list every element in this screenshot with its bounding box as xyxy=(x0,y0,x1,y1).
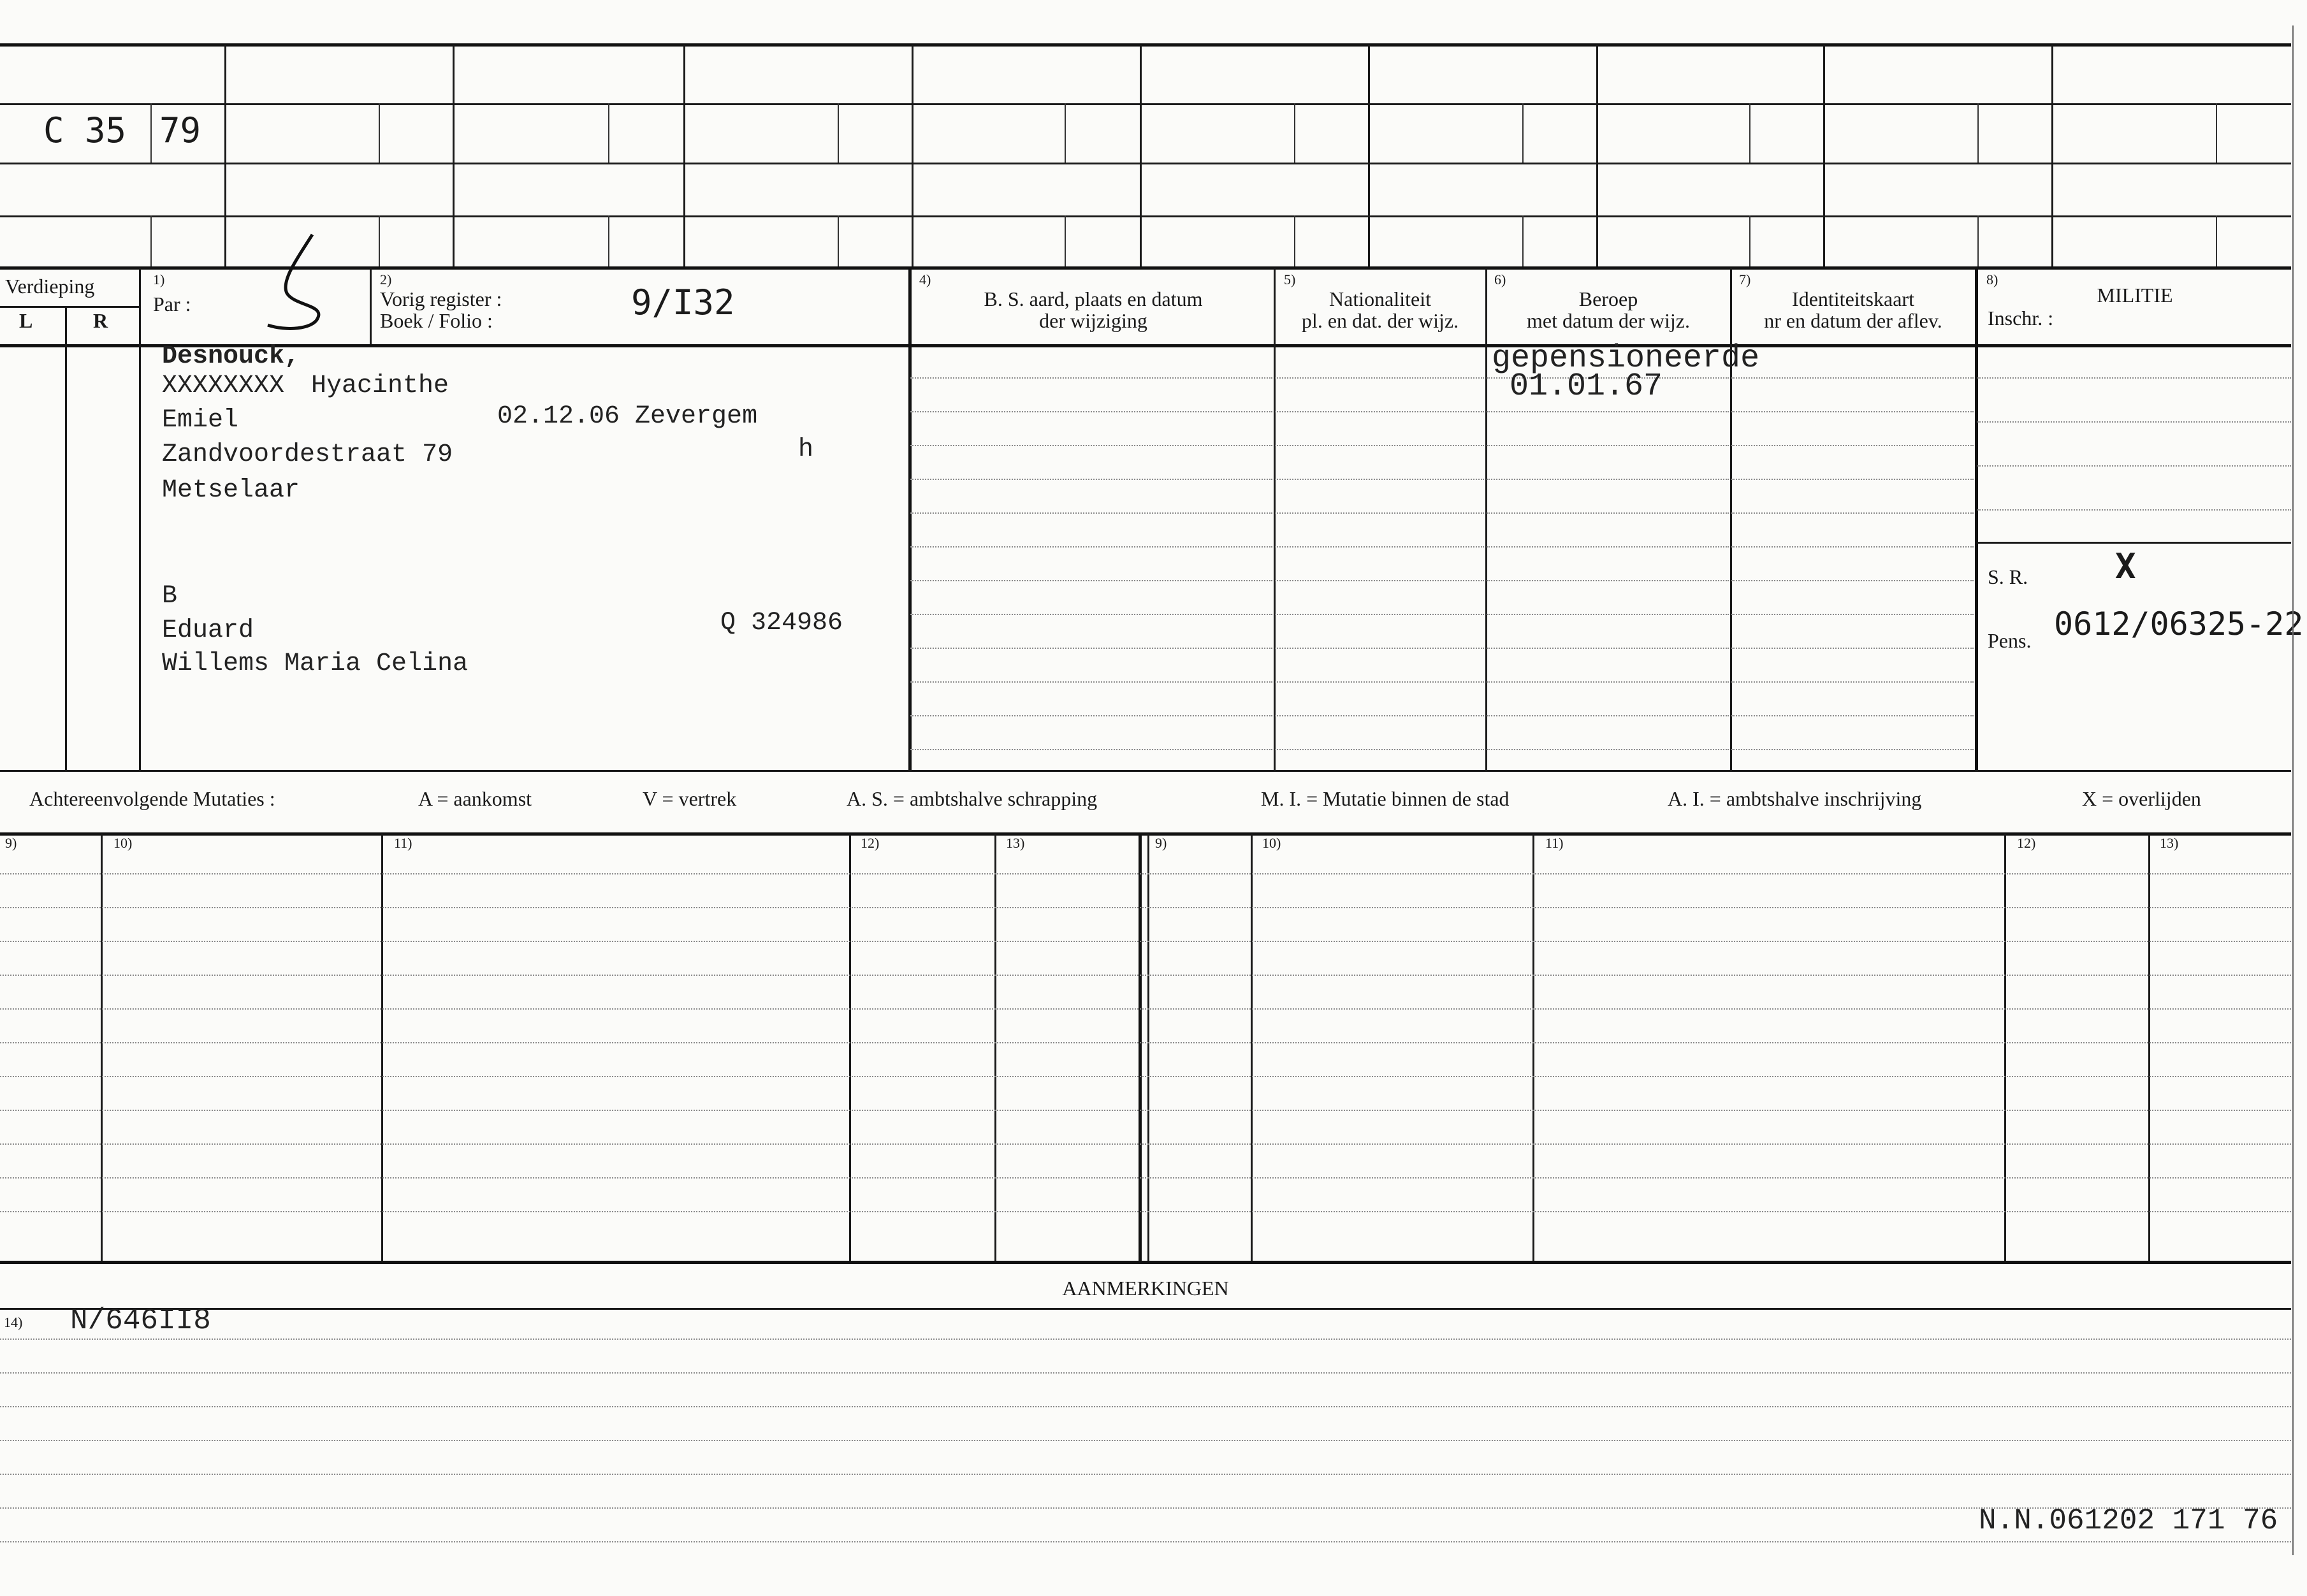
rule-line xyxy=(0,1541,2291,1542)
col-divider xyxy=(370,268,372,344)
rule-line xyxy=(0,1338,2291,1340)
house-number-divider xyxy=(150,108,152,158)
rule-line xyxy=(0,1211,2291,1212)
legend-as: A. S. = ambtshalve schrapping xyxy=(847,787,1098,810)
col7-line1: Identiteitskaart xyxy=(1792,287,1914,310)
mut-col-divider xyxy=(2004,834,2006,1261)
mut-col-divider xyxy=(101,834,103,1261)
col5-number: 5) xyxy=(1284,272,1296,287)
aanmerkingen-number: 14) xyxy=(4,1314,23,1330)
rule-line xyxy=(1275,749,1484,750)
grid-line xyxy=(0,103,2291,105)
rule-line xyxy=(1275,377,1484,379)
rule-line xyxy=(910,749,1272,750)
grid-vline-short xyxy=(1065,215,1066,266)
legend-ai: A. I. = ambtshalve inschrijving xyxy=(1668,787,1922,810)
house-number: 79 xyxy=(159,110,201,150)
legend-a: A = aankomst xyxy=(418,787,532,810)
militie-title: MILITIE xyxy=(2097,284,2173,307)
grid-vline xyxy=(1140,45,1142,266)
rule-line xyxy=(910,681,1272,683)
grid-vline xyxy=(2051,45,2053,266)
grid-vline-short xyxy=(1065,103,1066,163)
grid-vline-short xyxy=(1522,103,1524,163)
rule-line xyxy=(1731,715,1974,716)
col5-line1: Nationaliteit xyxy=(1329,287,1431,310)
first-names: Hyacinthe xyxy=(311,372,449,400)
rule-line xyxy=(910,512,1272,514)
father-name: Eduard xyxy=(162,616,254,645)
grid-vline-short xyxy=(608,215,609,266)
rule-line xyxy=(910,411,1272,412)
col-divider xyxy=(139,268,141,770)
rule-line xyxy=(1731,546,1974,548)
col2-line1: Vorig register : xyxy=(380,287,502,310)
grid-vline-short xyxy=(1294,215,1295,266)
mut-col-label: 10) xyxy=(1262,835,1281,851)
mut-col-divider xyxy=(994,834,996,1261)
verdieping-l: L xyxy=(19,309,33,332)
rule-line xyxy=(1731,749,1974,750)
header-bottom-border xyxy=(0,344,2291,347)
rule-line xyxy=(1275,512,1484,514)
sr-value: X xyxy=(2115,546,2136,586)
birth-date-place: 02.12.06 Zevergem xyxy=(497,402,758,431)
block-number: C 35 xyxy=(43,110,127,150)
mutaties-bottom-border xyxy=(0,1261,2291,1264)
mut-col-divider xyxy=(381,834,383,1261)
aanmerkingen-value: N/646II8 xyxy=(70,1304,211,1337)
col4-line1: B. S. aard, plaats en datum xyxy=(984,287,1203,310)
col-divider xyxy=(908,268,912,770)
rule-line xyxy=(0,1406,2291,1407)
rule-line xyxy=(0,1507,2291,1509)
col1-number: 1) xyxy=(153,272,165,287)
rule-line xyxy=(0,975,2291,976)
col-divider xyxy=(1274,268,1276,770)
mut-col-divider xyxy=(1532,834,1534,1261)
verdieping-label: Verdieping xyxy=(5,275,95,298)
mutaties-title: Achtereenvolgende Mutaties : xyxy=(29,787,275,810)
rule-line xyxy=(1487,715,1729,716)
col4-number: 4) xyxy=(919,272,931,287)
grid-vline-short xyxy=(150,215,152,266)
rule-line xyxy=(910,479,1272,480)
grid-vline-short xyxy=(379,103,380,163)
rule-line xyxy=(1487,546,1729,548)
col-divider xyxy=(1975,268,1978,770)
grid-vline-short xyxy=(1522,215,1524,266)
col7-line2: nr en datum der aflev. xyxy=(1764,309,1942,332)
rule-line xyxy=(1487,411,1729,412)
middle-name: Emiel xyxy=(162,406,239,435)
rule-line xyxy=(1731,411,1974,412)
mut-col-label: 12) xyxy=(861,835,880,851)
code-b: B xyxy=(162,582,178,611)
rule-line xyxy=(910,648,1272,649)
rule-line xyxy=(1977,465,2291,467)
grid-vline-short xyxy=(2216,215,2217,266)
rule-line xyxy=(1977,509,2291,511)
col5-line2: pl. en dat. der wijz. xyxy=(1301,309,1459,332)
grid-line xyxy=(0,163,2291,164)
address: Zandvoordestraat 79 xyxy=(162,440,453,469)
mut-col-label: 11) xyxy=(1545,835,1564,851)
mut-col-label: 13) xyxy=(1006,835,1025,851)
mut-col-label: 11) xyxy=(394,835,412,851)
beroep-value: gepensioneerde xyxy=(1492,340,1760,377)
rule-line xyxy=(910,377,1272,379)
rule-line xyxy=(1275,614,1484,615)
rule-line xyxy=(1731,479,1974,480)
rule-line xyxy=(1731,512,1974,514)
rule-line xyxy=(1731,614,1974,615)
aanmerkingen-line xyxy=(0,1308,2291,1310)
mut-col-label: 9) xyxy=(5,835,17,851)
legend-v: V = vertrek xyxy=(643,787,737,810)
grid-vline-short xyxy=(1294,103,1295,163)
col1-label: Par : xyxy=(153,293,191,316)
mark-h: h xyxy=(798,435,814,464)
card-edge xyxy=(2292,25,2294,1555)
rule-line xyxy=(910,546,1272,548)
rule-line xyxy=(1487,512,1729,514)
surname: Desnouck, xyxy=(162,342,300,371)
rule-line xyxy=(0,1042,2291,1043)
col-divider xyxy=(1485,268,1487,770)
rule-line xyxy=(0,941,2291,942)
rule-line xyxy=(0,873,2291,874)
grid-vline xyxy=(912,45,913,266)
grid-vline xyxy=(453,45,455,266)
rule-line xyxy=(1731,580,1974,581)
militie-line xyxy=(1977,542,2291,544)
mut-col-label: 9) xyxy=(1155,835,1167,851)
rule-line xyxy=(1487,681,1729,683)
rule-line xyxy=(1275,479,1484,480)
mut-col-label: 10) xyxy=(113,835,133,851)
col2-number: 2) xyxy=(380,272,392,287)
col6-number: 6) xyxy=(1494,272,1506,287)
rule-line xyxy=(1487,648,1729,649)
top-border xyxy=(0,43,2291,47)
rule-line xyxy=(0,1076,2291,1077)
col6-line2: met datum der wijz. xyxy=(1527,309,1690,332)
rule-line xyxy=(1275,648,1484,649)
rule-line xyxy=(910,715,1272,716)
grid-vline xyxy=(1368,45,1370,266)
rule-line xyxy=(1977,421,2291,423)
grid-vline-short xyxy=(1977,215,1979,266)
rule-line xyxy=(1731,681,1974,683)
mother-name: Willems Maria Celina xyxy=(162,649,469,678)
mut-col-divider xyxy=(1251,834,1253,1261)
legend-x: X = overlijden xyxy=(2082,787,2201,810)
col8-number: 8) xyxy=(1986,272,1998,287)
col6-line1: Beroep xyxy=(1578,287,1638,310)
verdieping-divider xyxy=(0,306,139,308)
rule-line xyxy=(1275,681,1484,683)
rule-line xyxy=(0,1110,2291,1111)
legend-mi: M. I. = Mutatie binnen de stad xyxy=(1261,787,1510,810)
mut-col-label: 13) xyxy=(2160,835,2179,851)
grid-vline xyxy=(683,45,685,266)
rule-line xyxy=(910,445,1272,446)
verdieping-r: R xyxy=(93,309,108,332)
grid-vline xyxy=(1596,45,1598,266)
id-code: Q 324986 xyxy=(720,609,843,637)
handwritten-mark-icon xyxy=(255,229,351,338)
person-bottom-border xyxy=(0,770,2291,772)
grid-vline-short xyxy=(379,215,380,266)
rule-line xyxy=(1977,377,2291,379)
grid-vline-short xyxy=(838,103,839,163)
sr-label: S. R. xyxy=(1988,565,2028,588)
col4-line2: der wijziging xyxy=(1039,309,1147,332)
col7-number: 7) xyxy=(1739,272,1751,287)
mutaties-top-border xyxy=(0,832,2291,836)
grid-vline-short xyxy=(1749,103,1750,163)
rule-line xyxy=(0,907,2291,908)
rule-line xyxy=(1487,445,1729,446)
col2-line2: Boek / Folio : xyxy=(380,309,493,332)
rule-line xyxy=(0,1177,2291,1179)
grid-vline-short xyxy=(838,215,839,266)
grid-vline-short xyxy=(608,103,609,163)
rule-line xyxy=(0,1474,2291,1475)
aanmerkingen-title: AANMERKINGEN xyxy=(1062,1277,1229,1300)
pens-value: 0612/06325-22 xyxy=(2054,606,2304,642)
grid-vline xyxy=(1823,45,1825,266)
rule-line xyxy=(1275,411,1484,412)
rule-line xyxy=(1487,749,1729,750)
occupation: Metselaar xyxy=(162,476,300,505)
mut-col-divider xyxy=(1147,834,1149,1261)
militie-inschr: Inschr. : xyxy=(1988,307,2054,330)
lr-divider xyxy=(65,306,67,770)
rule-line xyxy=(1731,445,1974,446)
grid-vline-short xyxy=(1749,215,1750,266)
grid-vline-short xyxy=(1977,103,1979,163)
grid-vline-short xyxy=(2216,103,2217,163)
rule-line xyxy=(1275,580,1484,581)
beroep-date: 01.01.67 xyxy=(1510,368,1663,405)
rule-line xyxy=(1275,715,1484,716)
rule-line xyxy=(1731,377,1974,379)
mut-col-label: 12) xyxy=(2017,835,2036,851)
national-number: N.N.061202 171 76 xyxy=(1979,1504,2278,1537)
rule-line xyxy=(0,1143,2291,1145)
rule-line xyxy=(1731,648,1974,649)
rule-line xyxy=(1487,479,1729,480)
rule-line xyxy=(0,1440,2291,1441)
rule-line xyxy=(1275,445,1484,446)
rule-line xyxy=(1275,546,1484,548)
mut-col-divider xyxy=(1139,834,1142,1261)
grid-vline xyxy=(224,45,226,266)
mut-col-divider xyxy=(849,834,851,1261)
grid-line xyxy=(0,215,2291,217)
rule-line xyxy=(910,614,1272,615)
mut-col-divider xyxy=(2148,834,2150,1261)
rule-line xyxy=(1487,580,1729,581)
previous-register-value: 9/I32 xyxy=(631,282,735,323)
rule-line xyxy=(910,580,1272,581)
rule-line xyxy=(0,1008,2291,1010)
struck-text: XXXXXXXX xyxy=(162,372,285,400)
rule-line xyxy=(1487,614,1729,615)
rule-line xyxy=(0,1372,2291,1374)
pens-label: Pens. xyxy=(1988,629,2032,652)
